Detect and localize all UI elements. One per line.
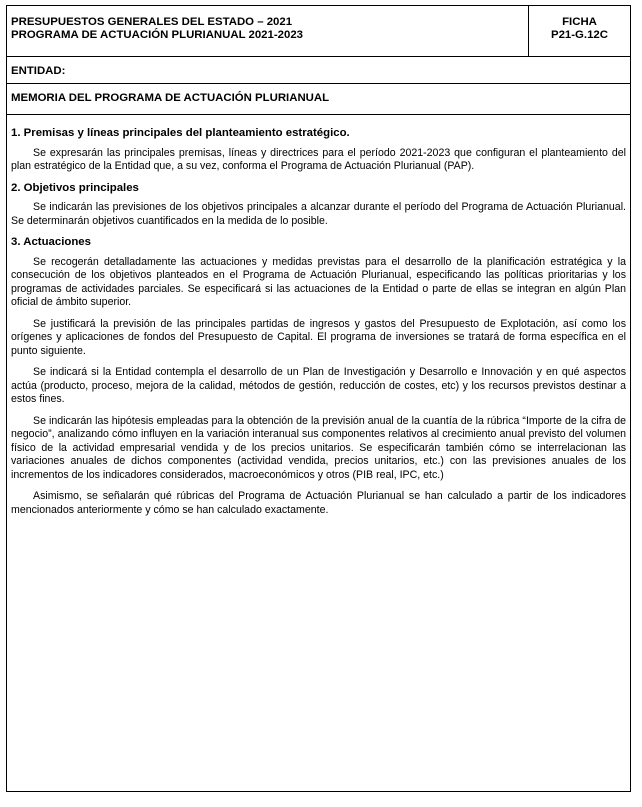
entidad-label: ENTIDAD:: [11, 65, 66, 77]
paragraph: Se expresarán las principales premisas, líneas y directrices para el período 2021-2023 que configuran el planteamiento del plan estratégico de la Entidad que, a su vez, conforma el Programa de Actuación Plurianual (PAP).: [11, 146, 626, 172]
paragraph: Se indicará si la Entidad contempla el desarrollo de un Plan de Investigación y Desarrollo e Innovación y en qué aspectos actúa (producto, proceso, mejora de la calidad, métodos de gestión, reducción de costes, etc) y los recursos previstos destinar a estos fines.: [11, 366, 626, 405]
form-sheet: [6, 5, 631, 792]
entidad-row: [7, 57, 630, 84]
form-header: [7, 6, 630, 57]
paragraph: Se recogerán detalladamente las actuaciones y medidas previstas para el desarrollo de la planificación estratégica y la consecución de los objetivos planteados en el Programa de Actuación Plurianual, especificando las políticas prioritarias y los programas de actividades parciales. Se especificará si las actuaciones de la Entidad o parte de ellas se integran en algún Plan oficial de ámbito superior.: [11, 255, 626, 308]
section-title: 2. Objetivos principales: [11, 181, 139, 194]
memoria-title: MEMORIA DEL PROGRAMA DE ACTUACIÓN PLURIANUAL: [11, 92, 330, 104]
document-body: [7, 115, 630, 517]
paragraph: Se indicarán las previsiones de los objetivos principales a alcanzar durante el período del Programa de Actuación Plurianual. Se determinarán objetivos cuantificados en la medida de lo posible.: [11, 201, 626, 227]
ficha-label: FICHA: [562, 16, 597, 28]
section-1: [11, 127, 626, 174]
section-2: [11, 182, 626, 229]
header-title: [7, 6, 528, 56]
section-title: 1. Premisas y líneas principales del planteamiento estratégico.: [11, 127, 350, 139]
ficha-code: P21-G.12C: [551, 29, 608, 41]
memoria-row: [7, 84, 630, 115]
paragraph: Se indicarán las hipótesis empleadas para la obtención de la previsión anual de la cuantía de la rúbrica “Importe de la cifra de negocio”, analizando cómo influyen en la variación interanual sus componentes relativos al crecimiento anual previsto del volumen físico de la actividad empresarial vendida y de los precios unitarios. Se especificarán también cómo se interrelacionan las variaciones anuales de dichos componentes (actividad vendida, precios unitarios, etc.) con las previsiones anuales de los incrementos de los indicadores considerados, macroeconómicos y otros (PIB real, IPC, etc.): [11, 414, 626, 481]
section-title: 3. Actuaciones: [11, 236, 91, 248]
header-title-line2: PROGRAMA DE ACTUACIÓN PLURIANUAL 2021-2023: [11, 29, 303, 41]
paragraph: Se justificará la previsión de las principales partidas de ingresos y gastos del Presupuesto de Explotación, así como los orígenes y aplicaciones de fondos del Presupuesto de Capital. El programa de inversiones se tratará de forma específica en el punto siguiente.: [11, 317, 626, 357]
paragraph: Asimismo, se señalarán qué rúbricas del Programa de Actuación Plurianual se han calculado a partir de los indicadores mencionados anteriormente y cómo se han calculado exactamente.: [11, 490, 626, 516]
ficha-box: [528, 6, 630, 56]
section-3: [11, 236, 626, 517]
header-title-line1: PRESUPUESTOS GENERALES DEL ESTADO – 2021: [11, 16, 293, 28]
